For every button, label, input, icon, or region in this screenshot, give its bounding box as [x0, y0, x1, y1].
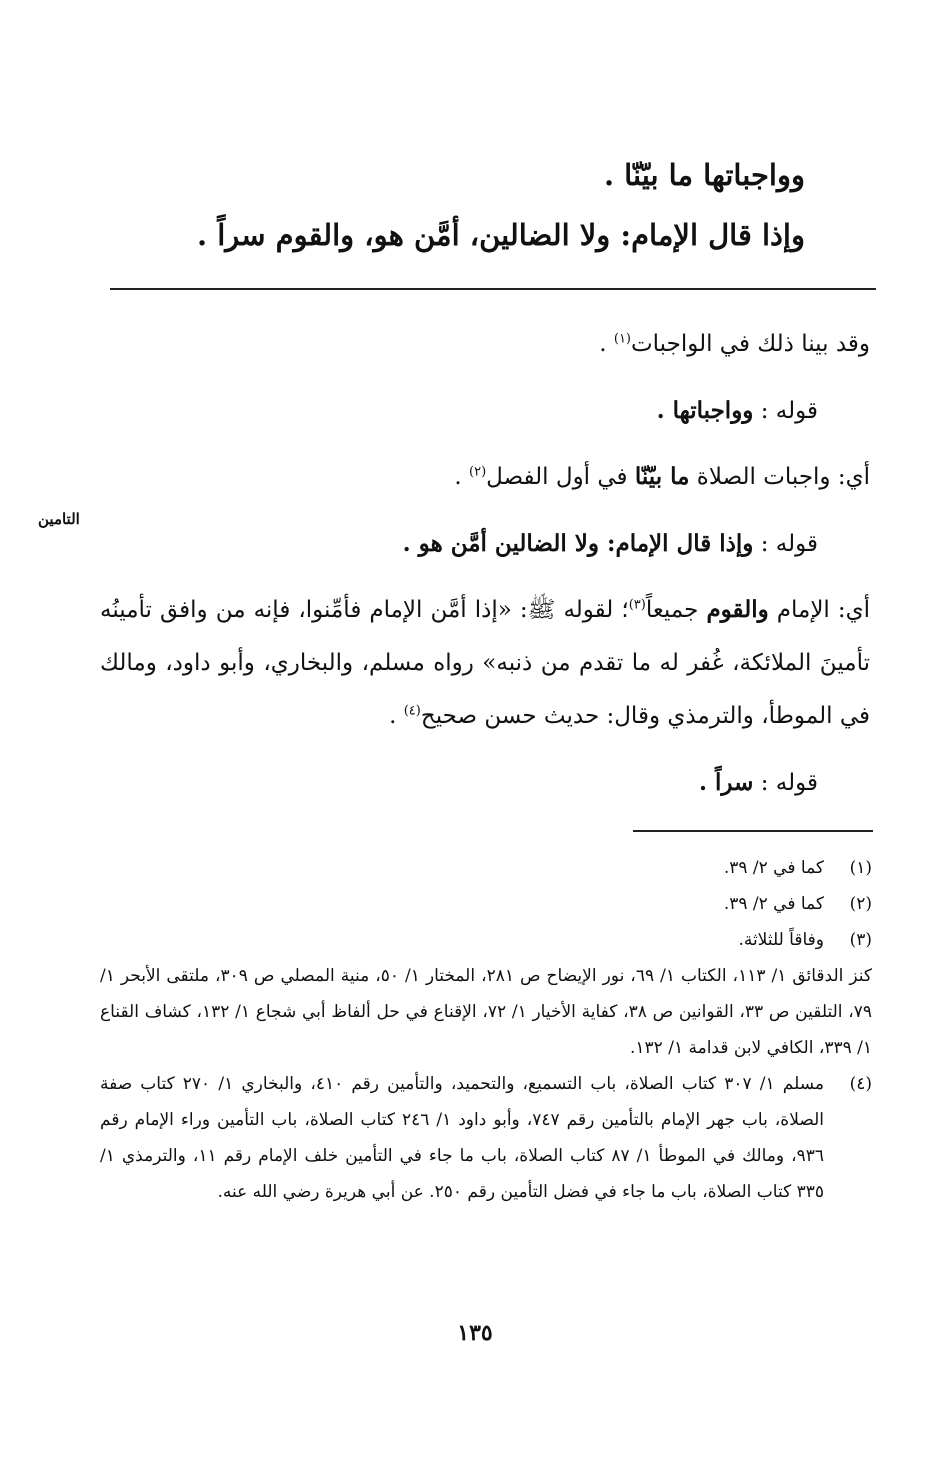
matn-separator-rule — [110, 288, 876, 290]
footnote-separator-rule — [633, 830, 873, 832]
footnote-ref-1: (١) — [613, 331, 631, 347]
quoted-matn: وواجباتها . — [656, 397, 754, 424]
footnote-text: مسلم ١/ ٣٠٧ كتاب الصلاة، باب التسميع، والتحميد، والتأمين رقم ٤١٠، والبخاري ١/ ٢٧٠ كتاب صفة الصلاة، باب جهر الإمام بالتأمين رقم ٧٤٧، وأبو داود ١/ ٢٤٦ كتاب الصلاة، باب التأمين وراء الإمام رقم ٩٣٦، ومالك في الموطأ ١/ ٨٧ كتاب الصلاة، باب ما جاء في التأمين خلف الإمام رقم ١١، والترمذي ١/ ٣٣٥ كتاب الصلاة، باب ما جاء في فضل التأمين رقم ٢٥٠. عن أبي هريرة رضي الله عنه. — [100, 1074, 824, 1202]
commentary-paragraph-6 — [100, 756, 870, 810]
commentary-text: في أول الفصل — [486, 464, 635, 490]
footnote-3 — [100, 922, 872, 958]
footnote-4 — [100, 1066, 872, 1210]
footnote-ref-4: (٤) — [403, 703, 421, 719]
quoted-matn: ما بيّنّا — [634, 463, 690, 490]
commentary-paragraph-1 — [100, 318, 870, 371]
hadith-text: ؛ لقوله ﷺ: «إذا أمَّن الإمام فأمِّنوا، فإنه من وافق تأمينُه تأمينَ الملائكة، غُفر له ما تقدم من ذنبه» رواه مسلم، والبخاري، وأبو داود، ومالك في الموطأ، والترمذي وقال: حديث حسن صحيح — [100, 597, 870, 729]
commentary-paragraph-5 — [100, 583, 870, 743]
commentary — [100, 318, 870, 810]
quoted-matn: والقوم — [706, 596, 769, 623]
commentary-text: وقد بينا ذلك في الواجبات — [631, 331, 870, 357]
footnote-ref-3: (٣) — [628, 597, 646, 613]
qawluhu-label: قوله : — [753, 770, 818, 796]
footnote-number: (٣) — [849, 930, 872, 950]
footnote-text: كما في ٢/ ٣٩. — [723, 894, 824, 914]
footnote-text: وفاقاً للثلاثة. — [738, 930, 824, 950]
footnote-text: كما في ٢/ ٣٩. — [723, 858, 824, 878]
commentary-paragraph-2 — [100, 384, 870, 438]
footnote-number: (١) — [849, 858, 872, 878]
punctuation: . — [599, 331, 614, 357]
footnote-number: (٤) — [849, 1074, 872, 1094]
page-number: ١٣٥ — [457, 1320, 493, 1346]
commentary-text: أي: واجبات الصلاة — [689, 464, 870, 490]
qawluhu-label: قوله : — [753, 531, 818, 557]
punctuation: . — [389, 703, 404, 729]
quoted-matn: وإذا قال الإمام: ولا الضالين أمَّن هو . — [402, 530, 754, 557]
punctuation: . — [454, 464, 470, 490]
commentary-text: جميعاً — [645, 597, 707, 623]
margin-note: التامين — [38, 510, 80, 528]
footnote-2 — [100, 886, 872, 922]
commentary-paragraph-4 — [100, 517, 870, 571]
footnote-3-references: كنز الدقائق ١/ ١١٣، الكتاب ١/ ٦٩، نور الإيضاح ص ٢٨١، المختار ١/ ٥٠، منية المصلي ص ٣٠٩، ملتقى الأبحر ١/ ٧٩، التلقين ص ٣٣، القوانين ص ٣٨، كفاية الأخيار ١/ ٧٢، الإقناع في حل ألفاظ أبي شجاع ١/ ١٣٢، كشاف القناع ١/ ٣٣٩، الكافي لابن قدامة ١/ ١٣٢. — [100, 966, 872, 1058]
footnotes — [100, 850, 872, 1210]
matn-line-1: وواجباتها ما بيّنّا . — [603, 158, 805, 192]
commentary-text: أي: الإمام — [768, 597, 871, 623]
footnote-ref-2: (٢) — [469, 464, 487, 480]
footnote-number: (٢) — [849, 894, 872, 914]
quoted-matn: سراً . — [699, 769, 754, 796]
qawluhu-label: قوله : — [753, 398, 818, 424]
commentary-paragraph-3 — [100, 450, 870, 504]
footnote-1 — [100, 850, 872, 886]
matn-line-2: وإذا قال الإمام: ولا الضالين، أمَّن هو، والقوم سراً . — [197, 218, 805, 252]
